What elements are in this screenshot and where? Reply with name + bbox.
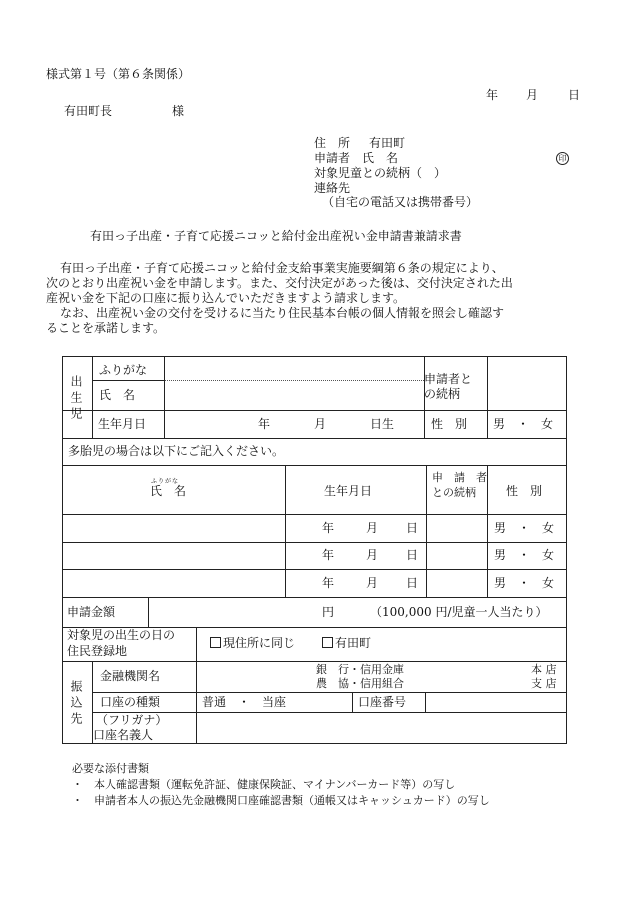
line [62, 465, 567, 466]
registration-option-1-text: 現住所に同じ [223, 636, 296, 650]
furigana-label: ふりがな [99, 363, 148, 377]
child-name-label: 氏 名 [99, 388, 136, 402]
multi-row-2-month: 月 [366, 548, 379, 562]
line [164, 357, 165, 438]
multi-row-1-sex[interactable]: 男 ・ 女 [494, 521, 555, 535]
registration-option-same-address[interactable] [210, 637, 295, 651]
line [62, 410, 567, 411]
attachment-item-1: ・ 本人確認書類（運転免許証、健康保険証、マイナンバーカード等）の写し [72, 778, 456, 791]
multi-row-1-year: 年 [322, 521, 335, 535]
line [352, 692, 353, 712]
sex-label: 性 別 [431, 417, 468, 431]
amount-note: （100,000 円/児童一人当たり） [370, 605, 548, 619]
applicant-address-label: 住 所 [314, 136, 351, 150]
line [148, 597, 149, 627]
line [196, 627, 197, 661]
multi-name-ruby: ふりがな [151, 478, 180, 485]
addressee: 有田町長 [64, 104, 113, 118]
birthdate-label: 生年月日 [98, 417, 147, 431]
relationship-label: 対象児童との続柄（ ） [314, 166, 447, 180]
account-type-options[interactable]: 普通 ・ 当座 [202, 695, 287, 709]
account-number-label: 口座番号 [358, 695, 407, 709]
body-paragraph-1-line-1: 有田っ子出産・子育て応援ニコッと給付金支給事業実施要綱第６条の規定により、 [60, 261, 504, 275]
body-paragraph-2-line-2: ることを承諾します。 [46, 321, 166, 335]
document-title: 有田っ子出産・子育て応援ニコッと給付金出産祝い金申請書兼請求書 [90, 229, 462, 243]
transfer-label: 振込先 [69, 680, 83, 728]
birth-year-label: 年 [258, 417, 271, 431]
account-holder-label: 口座名義人 [93, 728, 154, 742]
birth-child-label: 出生児 [69, 375, 83, 423]
bank-name-label: 金融機関名 [100, 669, 161, 683]
date-day-label: 日 [568, 88, 581, 102]
multi-row-2-day: 日 [406, 548, 419, 562]
line [92, 410, 93, 438]
registration-label-line-2: 住民登録地 [67, 644, 128, 658]
multi-row-3-year: 年 [322, 576, 335, 590]
branch-sub: 支 店 [531, 677, 557, 690]
multi-row-3-day: 日 [406, 576, 419, 590]
multi-birthdate-header: 生年月日 [324, 484, 373, 498]
line [62, 661, 567, 662]
bank-types-line-2: 農 協・信用組合 [316, 677, 404, 690]
furigana-divider [164, 380, 424, 381]
seal-mark: 印 [556, 152, 569, 165]
multi-row-3-month: 月 [366, 576, 379, 590]
line [62, 542, 567, 543]
birth-day-label: 日生 [370, 417, 395, 431]
multi-row-2-year: 年 [322, 548, 335, 562]
multi-row-1-month: 月 [366, 521, 379, 535]
line [62, 438, 567, 439]
registration-option-2-text: 有田町 [335, 636, 372, 650]
branch-main: 本 店 [531, 663, 557, 676]
checkbox-icon[interactable] [322, 637, 333, 648]
line [62, 514, 567, 515]
line [62, 597, 567, 598]
date-year-label: 年 [486, 88, 499, 102]
line [285, 465, 286, 597]
birth-month-label: 月 [314, 417, 327, 431]
line [92, 380, 164, 381]
applicant-address-value: 有田町 [369, 136, 406, 150]
applicant-name-label: 申請者 氏 名 [314, 151, 399, 165]
line [62, 569, 567, 570]
application-table [62, 356, 567, 744]
bank-types-line-1: 銀 行・信用金庫 [316, 663, 404, 676]
line [425, 692, 426, 712]
checkbox-icon[interactable] [210, 637, 221, 648]
multiple-birth-note: 多胎児の場合は以下にご記入ください。 [68, 444, 285, 458]
holder-kana-label: （フリガナ） [96, 713, 168, 727]
line [92, 357, 93, 410]
registration-label-line-1: 対象児の出生の日の [67, 628, 176, 642]
amount-unit: 円 [322, 605, 335, 619]
line [487, 357, 488, 438]
relationship-header-line-2: の続柄 [424, 387, 461, 401]
body-paragraph-1-line-3: 産祝い金を下記の口座に振り込んでいただきますよう請求します。 [46, 291, 406, 305]
relationship-header-line-1: 申請者と [424, 372, 473, 386]
line [426, 465, 427, 597]
line [487, 465, 488, 597]
multi-row-3-sex[interactable]: 男 ・ 女 [494, 576, 555, 590]
sex-options[interactable]: 男 ・ 女 [493, 417, 554, 431]
addressee-suffix: 様 [172, 104, 185, 118]
date-month-label: 月 [526, 88, 539, 102]
multi-relationship-header-line-2: との続柄 [432, 486, 476, 499]
line [196, 661, 197, 744]
body-paragraph-2-line-1: なお、出産祝い金の交付を受けるに当たり住民基本台帳の個人情報を照会し確認す [60, 306, 505, 320]
multi-row-2-sex[interactable]: 男 ・ 女 [494, 548, 555, 562]
body-paragraph-1-line-2: 次のとおり出産祝い金を申請します。また、交付決定があった後は、交付決定された出 [46, 276, 513, 290]
attachments-heading: 必要な添付書類 [72, 762, 149, 775]
attachment-item-2: ・ 申請者本人の振込先金融機関口座確認書類（通帳又はキャッシュカード）の写し [72, 794, 490, 807]
registration-option-arita[interactable] [322, 637, 371, 651]
contact-label: 連絡先 [314, 181, 351, 195]
multi-name-header: 氏 名 [150, 484, 187, 498]
line [92, 692, 567, 693]
multi-relationship-header-line-1: 申 請 者 [432, 471, 487, 484]
contact-note: （自宅の電話又は携帯番号） [322, 195, 479, 209]
amount-label: 申請金額 [67, 605, 116, 619]
account-type-label: 口座の種類 [100, 695, 161, 709]
multi-sex-header: 性 別 [506, 484, 543, 498]
multi-row-1-day: 日 [406, 521, 419, 535]
form-number: 様式第１号（第６条関係） [46, 67, 191, 81]
